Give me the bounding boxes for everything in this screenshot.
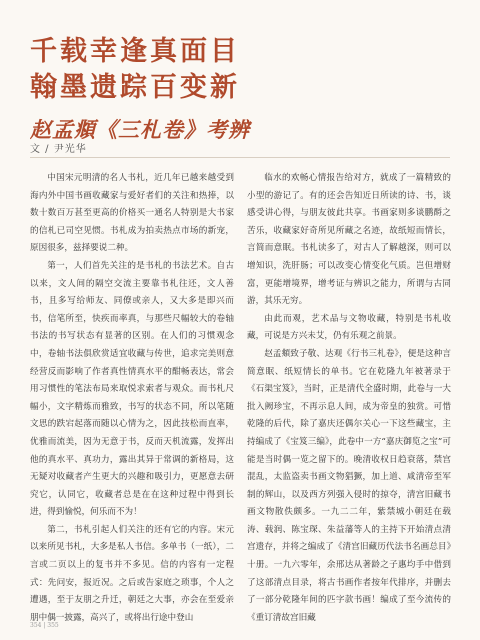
subtitle: 赵孟頫《三札卷》考辨 [30,117,250,142]
paragraph: 第二，书札引起人们关注的还有它的内容。宋元以来所见书札，大多是私人书信。多单书（一纸），二言或二页以上的复书并不多见。信的内容有一定程式：先问安，报近况。之后或告家庭之琐事，个人之遭遇，至于友朋之升迁，朝廷之大事，亦会在至爱亲朋中偶一披露，高兴了，或将出行途中登山 [30,524,234,623]
paragraph: 第一，人们首先关注的是书札的书法艺术。自古以来，文人间的隔空交流主要靠书札往还，文人善书，且多写给师友、同僚或亲人，又大多是即兴而书，信笔所至，快疾而率真，与那些尺幅较大的卷轴书法的书写状态有显著的区别。在人们的习惯观念中，卷轴书法俱欣赏适宜收藏与传世，追求完美则意经营反而影响了作者真性情真水平的酣畅表达，常会用习惯性的笔法布局来取悦求索者与观众。而书札尺幅小，文字精炼而雅致，书写的状态不同，所以笔随文思的跌宕起落而随以心情为之，因此技松而直率，优雅而流美，因为无意于书，反而天机流露，发挥出他的真水平、真功力，露出其异于常调的新格局，这无疑对收藏者产生更大的兴趣和吸引力，更愿意去研究它，认同它，收藏者总是在在这种过程中得到长进，得到愉悦，何乐而不为！ [30,260,234,518]
byline: 文 / 尹光华 [30,144,87,155]
paragraph: 临水的欢畅心情报告给对方，就成了一篇精致的小型的游记了。有的还会告知近日所读的诗、书，谈感受讲心得，与朋友彼此共享。书画家则多谈鹏酹之苦乐，收藏家好奇所见所藏之名迹，故纸短而情长，言简而意眠。书札读多了，对古人了解越深，则可以增知识，洗肝肠；可以改变心情变化气质。岂但增财富，更能增境界，增考证与辨识之能力，所谓与古同游，其乐无穷。 [247,173,451,307]
paragraph: 中国宋元明清的名人书札，近几年已越来越受到海内外中国书画收藏家与爱好者们的关注和热捧，以数十数百万甚至更高的价格买一通名人特别是大书家的信札已司空见惯。书札成为拍卖热点市场的新宠，原因很多，兹择要说二种。 [30,173,234,254]
body-column-left [30,170,234,623]
title-block [30,34,450,144]
divider [30,157,450,158]
body-column-right [247,170,451,623]
paragraph: 赵孟頫致子敬、达观《行书三札卷》，便是这种言简意眠、纸短情长的单书。它在乾隆九年被著录于《石渠宝笈》，当时，正是清代全盛时期，此卷与一大批入阙珍宝，不再示息人间，成为帝皇的独赏。可惜乾隆的后代，除了嘉庆还偶尔关心一下这些藏宝，主持编成了《宝笈三编》，此卷中一方“嘉庆御览之宝”可能是当时偶一览之留下的。晚清收权日趋衰落，禁宫混乱，太监盗卖书画文物猖獗，加上道、咸清帝至军制的辉山，以及西方列强入侵时的掠夺，清宫旧藏书画文物散佚颇多。一九二二年，紫禁城小朝廷在载涛、载润、陈宝琛、朱益藩等人的主持下开始清点清宫遗存，并将之编成了《清宫旧藏历代法书名画总目》十册。一九六零年，余邢达从著龄之子惠均手中借到了这部清点目录，将古书画作者按年代排序，并删去了一部分乾隆年间的匹字款书画！编成了至今流传的《重订清故宫旧藏 [247,348,451,623]
title-line-2: 翰墨遗踪百变新 [30,72,240,103]
title-line-1: 千载幸逢真面目 [30,36,240,67]
paragraph: 由此而观，艺术品与文物收藏，特别是书札收藏，可说是方兴未艾，仍有乐观之前景。 [247,313,451,342]
page-numbers: 354 | 355 [30,622,59,629]
